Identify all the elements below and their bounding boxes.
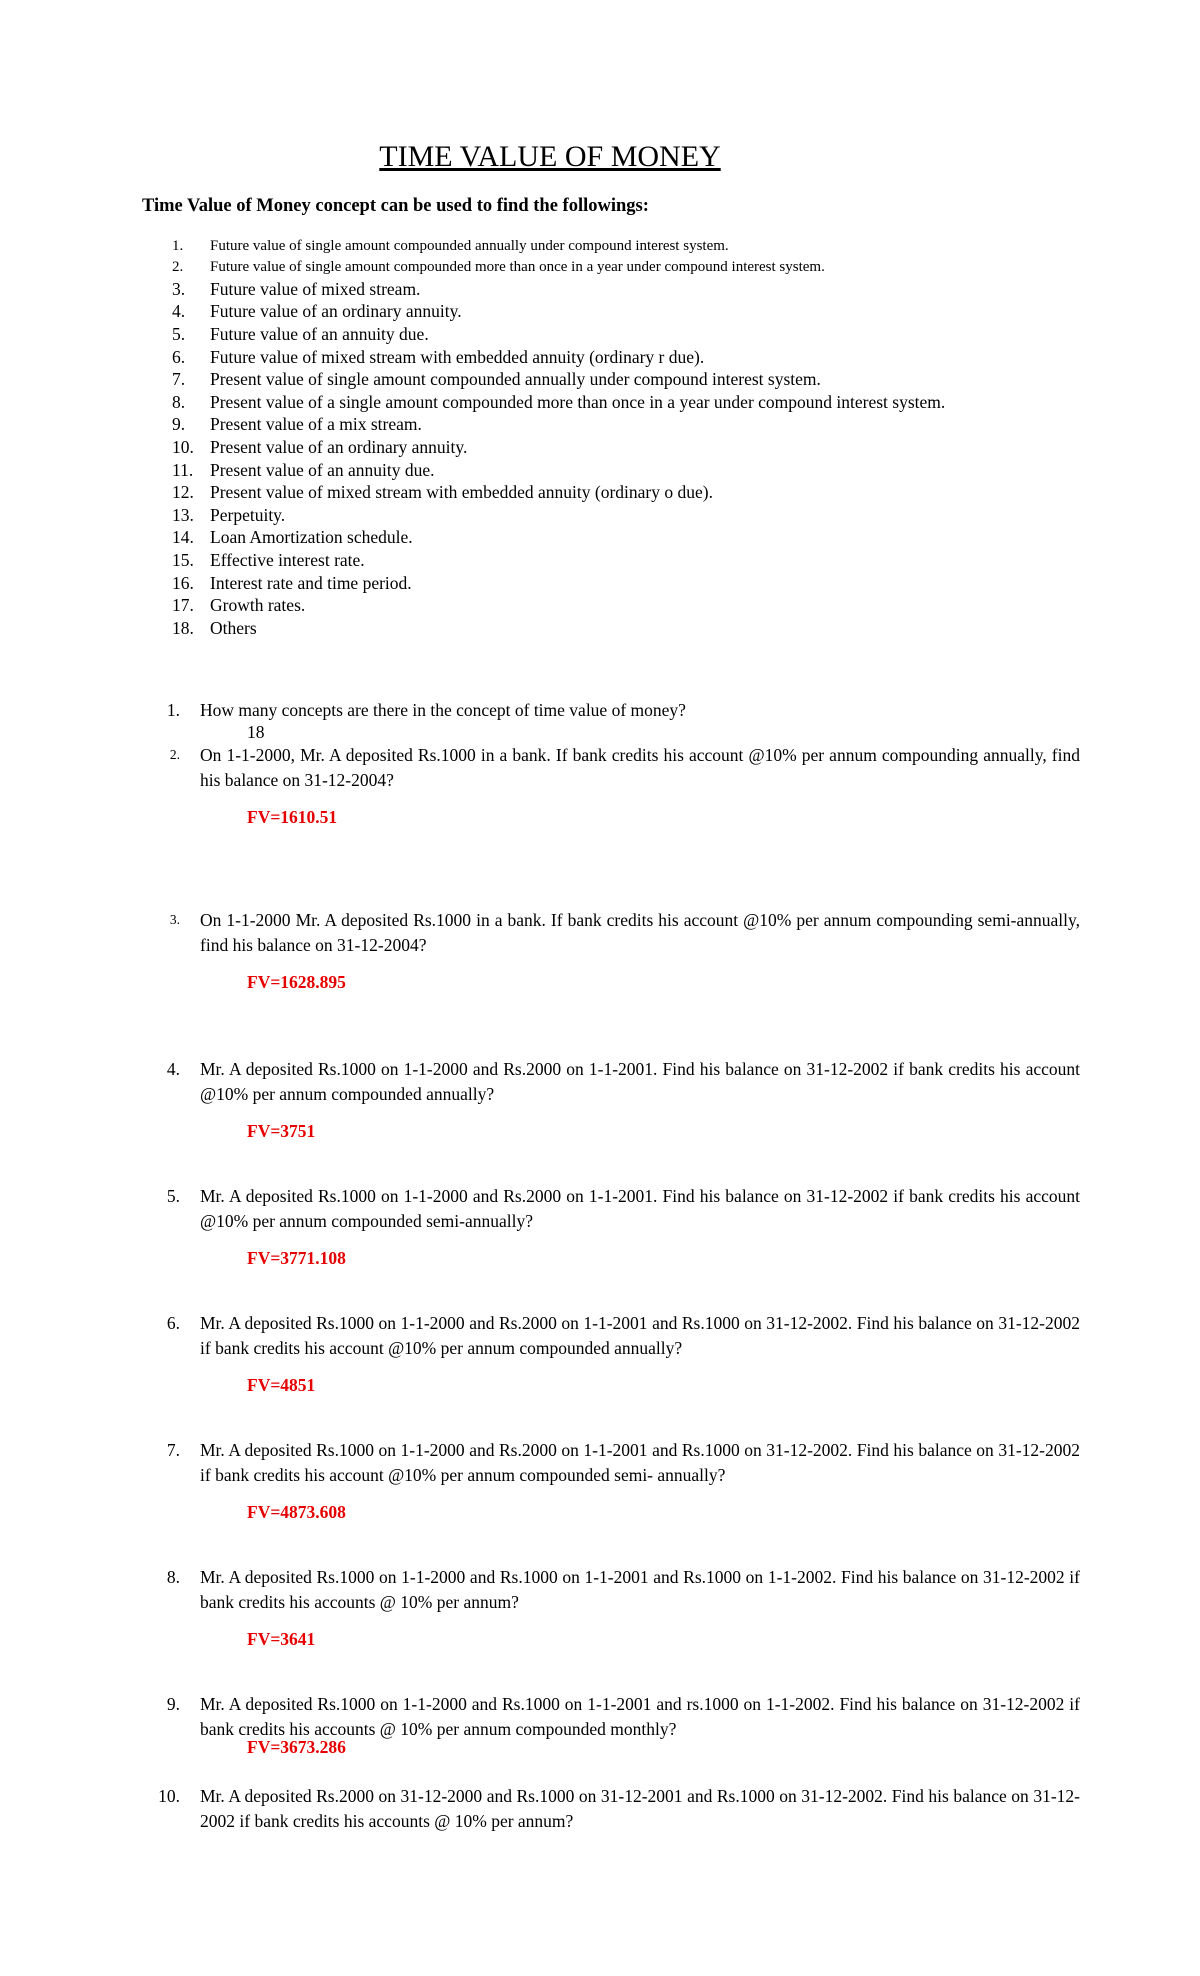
concept-number: 13. — [172, 504, 194, 525]
question-text: On 1-1-2000 Mr. A deposited Rs.1000 in a bank. If bank credits his account @10% per annum compounding semi-annually, find his balance on 31-12-2004? — [200, 910, 1080, 955]
concept-number: 5. — [172, 323, 186, 344]
answer-text: FV=3751 — [247, 1121, 316, 1141]
concept-text: Growth rates. — [210, 595, 306, 616]
concept-number: 6. — [172, 346, 186, 367]
concept-number: 18. — [172, 617, 194, 638]
question-text: Mr. A deposited Rs.1000 on 1-1-2000 and Rs.2000 on 1-1-2001 and Rs.1000 on 31-12-2002. Find his balance on 31-12-2002 if bank credits his account @10% per annum compounded annually? — [200, 1313, 1080, 1358]
question-item — [166, 1438, 1080, 1487]
concept-text: Future value of single amount compounded annually under compound interest system. — [210, 238, 729, 254]
concept-text: Effective interest rate. — [210, 549, 365, 570]
concept-text: Present value of an annuity due. — [210, 459, 435, 480]
concept-text: Perpetuity. — [210, 504, 286, 525]
concept-text: Future value of mixed stream. — [210, 278, 421, 299]
concept-number: 16. — [172, 572, 194, 593]
intro-heading: Time Value of Money concept can be used to find the followings: — [142, 196, 649, 216]
question-text: Mr. A deposited Rs.1000 on 1-1-2000 and Rs.1000 on 1-1-2001 and Rs.1000 on 1-1-2002. Find his balance on 31-12-2002 if bank credits his accounts @ 10% per annum? — [200, 1567, 1080, 1612]
concept-number: 3. — [172, 278, 186, 299]
concept-text: Future value of mixed stream with embedded annuity (ordinary r due). — [210, 346, 705, 367]
concept-item — [172, 549, 1072, 572]
question-item — [166, 1311, 1080, 1360]
question-text: Mr. A deposited Rs.1000 on 1-1-2000 and Rs.1000 on 1-1-2001 and rs.1000 on 1-1-2002. Find his balance on 31-12-2002 if bank credits his accounts @ 10% per annum compounded monthly? — [200, 1694, 1080, 1739]
answer-text: FV=3771.108 — [247, 1248, 346, 1268]
concept-number: 10. — [172, 436, 194, 457]
question-number: 8. — [166, 1567, 180, 1587]
question-item — [166, 1565, 1080, 1614]
answer-text: FV=3673.286 — [247, 1737, 346, 1757]
concept-number: 12. — [172, 482, 194, 503]
question-item — [166, 1184, 1080, 1233]
answer-text: FV=3641 — [247, 1629, 316, 1649]
answer-text: 18 — [247, 722, 265, 742]
question-text: Mr. A deposited Rs.1000 on 1-1-2000 and Rs.2000 on 1-1-2001. Find his balance on 31-12-2002 if bank credits his account @10% per annum compounded semi-annually? — [200, 1186, 1080, 1231]
concept-text: Present value of mixed stream with embedded annuity (ordinary o due). — [210, 482, 713, 503]
question-text: On 1-1-2000, Mr. A deposited Rs.1000 in a bank. If bank credits his account @10% per annum compounding annually, find his balance on 31-12-2004? — [200, 745, 1080, 790]
question-text: Mr. A deposited Rs.1000 on 1-1-2000 and Rs.2000 on 1-1-2001 and Rs.1000 on 31-12-2002. Find his balance on 31-12-2002 if bank credits his account @10% per annum compounded semi- annually? — [200, 1440, 1080, 1485]
concept-number: 14. — [172, 527, 194, 548]
question-number: 9. — [166, 1694, 180, 1714]
question-number: 10. — [158, 1786, 180, 1806]
concept-number: 1. — [172, 238, 184, 254]
concept-item — [172, 436, 1072, 459]
question-number: 6. — [166, 1313, 180, 1333]
concept-text: Interest rate and time period. — [210, 572, 412, 593]
question-number: 4. — [166, 1059, 180, 1079]
concept-text: Future value of an annuity due. — [210, 323, 429, 344]
concept-item — [172, 257, 1072, 278]
concept-list — [172, 236, 1072, 640]
concept-item — [172, 459, 1072, 482]
page-title: TIME VALUE OF MONEY — [379, 140, 721, 173]
concept-item — [172, 617, 1072, 640]
question-item — [158, 1784, 1080, 1833]
concept-number: 17. — [172, 595, 194, 616]
question-number: 1. — [166, 700, 180, 720]
question-text: How many concepts are there in the concept of time value of money? — [200, 700, 686, 720]
question-number: 7. — [166, 1440, 180, 1460]
concept-item — [172, 504, 1072, 527]
question-number: 5. — [166, 1186, 180, 1206]
concept-number: 2. — [172, 259, 184, 275]
question-item — [169, 743, 1080, 792]
concept-text: Future value of single amount compounded more than once in a year under compound interest system. — [210, 259, 825, 275]
question-number: 2. — [169, 747, 180, 762]
concept-text: Present value of a mix stream. — [210, 414, 422, 435]
concept-text: Present value of an ordinary annuity. — [210, 436, 468, 457]
concept-item — [172, 572, 1072, 595]
concept-item — [172, 481, 1072, 504]
concept-number: 4. — [172, 301, 186, 322]
question-item — [169, 908, 1080, 957]
concept-item — [172, 414, 1072, 437]
concept-text: Present value of single amount compounded annually under compound interest system. — [210, 369, 821, 390]
concept-text: Future value of an ordinary annuity. — [210, 301, 462, 322]
concept-number: 11. — [172, 459, 194, 480]
concept-text: Others — [210, 617, 257, 638]
question-text: Mr. A deposited Rs.2000 on 31-12-2000 and Rs.1000 on 31-12-2001 and Rs.1000 on 31-12-2002. Find his balance on 31-12-2002 if bank credits his accounts @ 10% per annum? — [200, 1786, 1080, 1831]
concept-text: Present value of a single amount compounded more than once in a year under compound interest system. — [210, 391, 946, 412]
concept-number: 9. — [172, 414, 186, 435]
concept-item — [172, 527, 1072, 550]
question-item — [166, 698, 1080, 723]
concept-item — [172, 391, 1072, 414]
answer-text: FV=4851 — [247, 1375, 316, 1395]
concept-number: 7. — [172, 369, 186, 390]
concept-item — [172, 368, 1072, 391]
question-item — [166, 1692, 1080, 1741]
concept-item — [172, 301, 1072, 324]
concept-number: 8. — [172, 391, 186, 412]
question-item — [166, 1057, 1080, 1106]
answer-text: FV=1628.895 — [247, 972, 346, 992]
concept-item — [172, 323, 1072, 346]
concept-item — [172, 278, 1072, 301]
answer-text: FV=1610.51 — [247, 807, 338, 827]
concept-item — [172, 236, 1072, 257]
concept-item — [172, 594, 1072, 617]
question-text: Mr. A deposited Rs.1000 on 1-1-2000 and Rs.2000 on 1-1-2001. Find his balance on 31-12-2002 if bank credits his account @10% per annum compounded annually? — [200, 1059, 1080, 1104]
concept-number: 15. — [172, 549, 194, 570]
concept-item — [172, 346, 1072, 369]
answer-text: FV=4873.608 — [247, 1502, 346, 1522]
concept-text: Loan Amortization schedule. — [210, 527, 413, 548]
question-number: 3. — [169, 912, 180, 927]
